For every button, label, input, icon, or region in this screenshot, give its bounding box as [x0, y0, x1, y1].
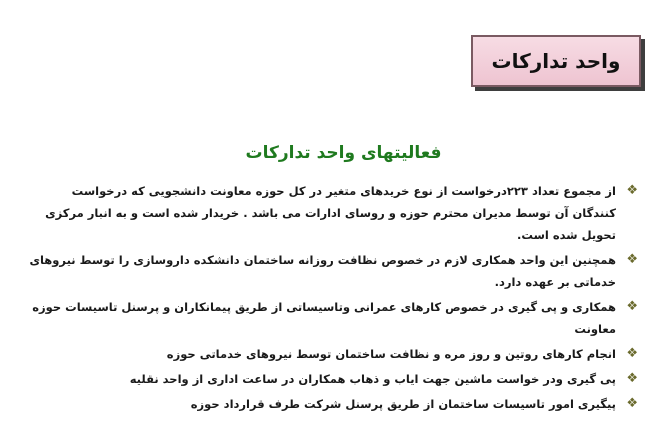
list-item [28, 393, 638, 415]
list-item-text: همکاری و پی گیری در خصوص کارهای عمرانی وتاسیساتی از طریق پیمانکاران و پرسنل تاسیسات حوزه معاونت [32, 300, 616, 336]
bullet-icon: ❖ [626, 183, 638, 198]
list-item [28, 368, 638, 390]
section-heading: فعالیتهای واحد تدارکات [245, 143, 442, 163]
list-item-text: پیگیری امور تاسیسات ساختمان از طریق پرسنل شرکت طرف قرارداد حوزه [190, 397, 616, 411]
list-item-text: همچنین این واحد همکاری لازم در خصوص نظافت روزانه ساختمان دانشکده داروسازی را توسط نیروهای خدماتی بر عهده دارد. [29, 253, 616, 289]
list-item [28, 180, 638, 246]
bullet-icon: ❖ [626, 299, 638, 314]
list-item [28, 296, 638, 340]
page-title: واحد تدارکات [491, 49, 621, 73]
bullet-icon: ❖ [626, 252, 638, 267]
activity-list [28, 180, 638, 418]
list-item-text: پی گیری ودر خواست ماشین جهت ایاب و ذهاب همکاران در ساعت اداری از واحد نقلیه [129, 372, 616, 386]
list-item-text: انجام کارهای روتین و روز مره و نظافت ساختمان توسط نیروهای خدماتی حوزه [166, 347, 616, 361]
title-box [471, 35, 641, 87]
list-item [28, 343, 638, 365]
bullet-icon: ❖ [626, 346, 638, 361]
bullet-icon: ❖ [626, 371, 638, 386]
bullet-icon: ❖ [626, 396, 638, 411]
list-item [28, 249, 638, 293]
list-item-text: از مجموع تعداد ۲۲۳درخواست از نوع خریدهای متغیر در کل حوزه معاونت دانشجویی که درخواست کنندگان آن توسط مدیران محترم حوزه و روسای ادارات می باشد . خریدار شده است و به انبار مرکزی تحویل شده است. [45, 184, 616, 242]
